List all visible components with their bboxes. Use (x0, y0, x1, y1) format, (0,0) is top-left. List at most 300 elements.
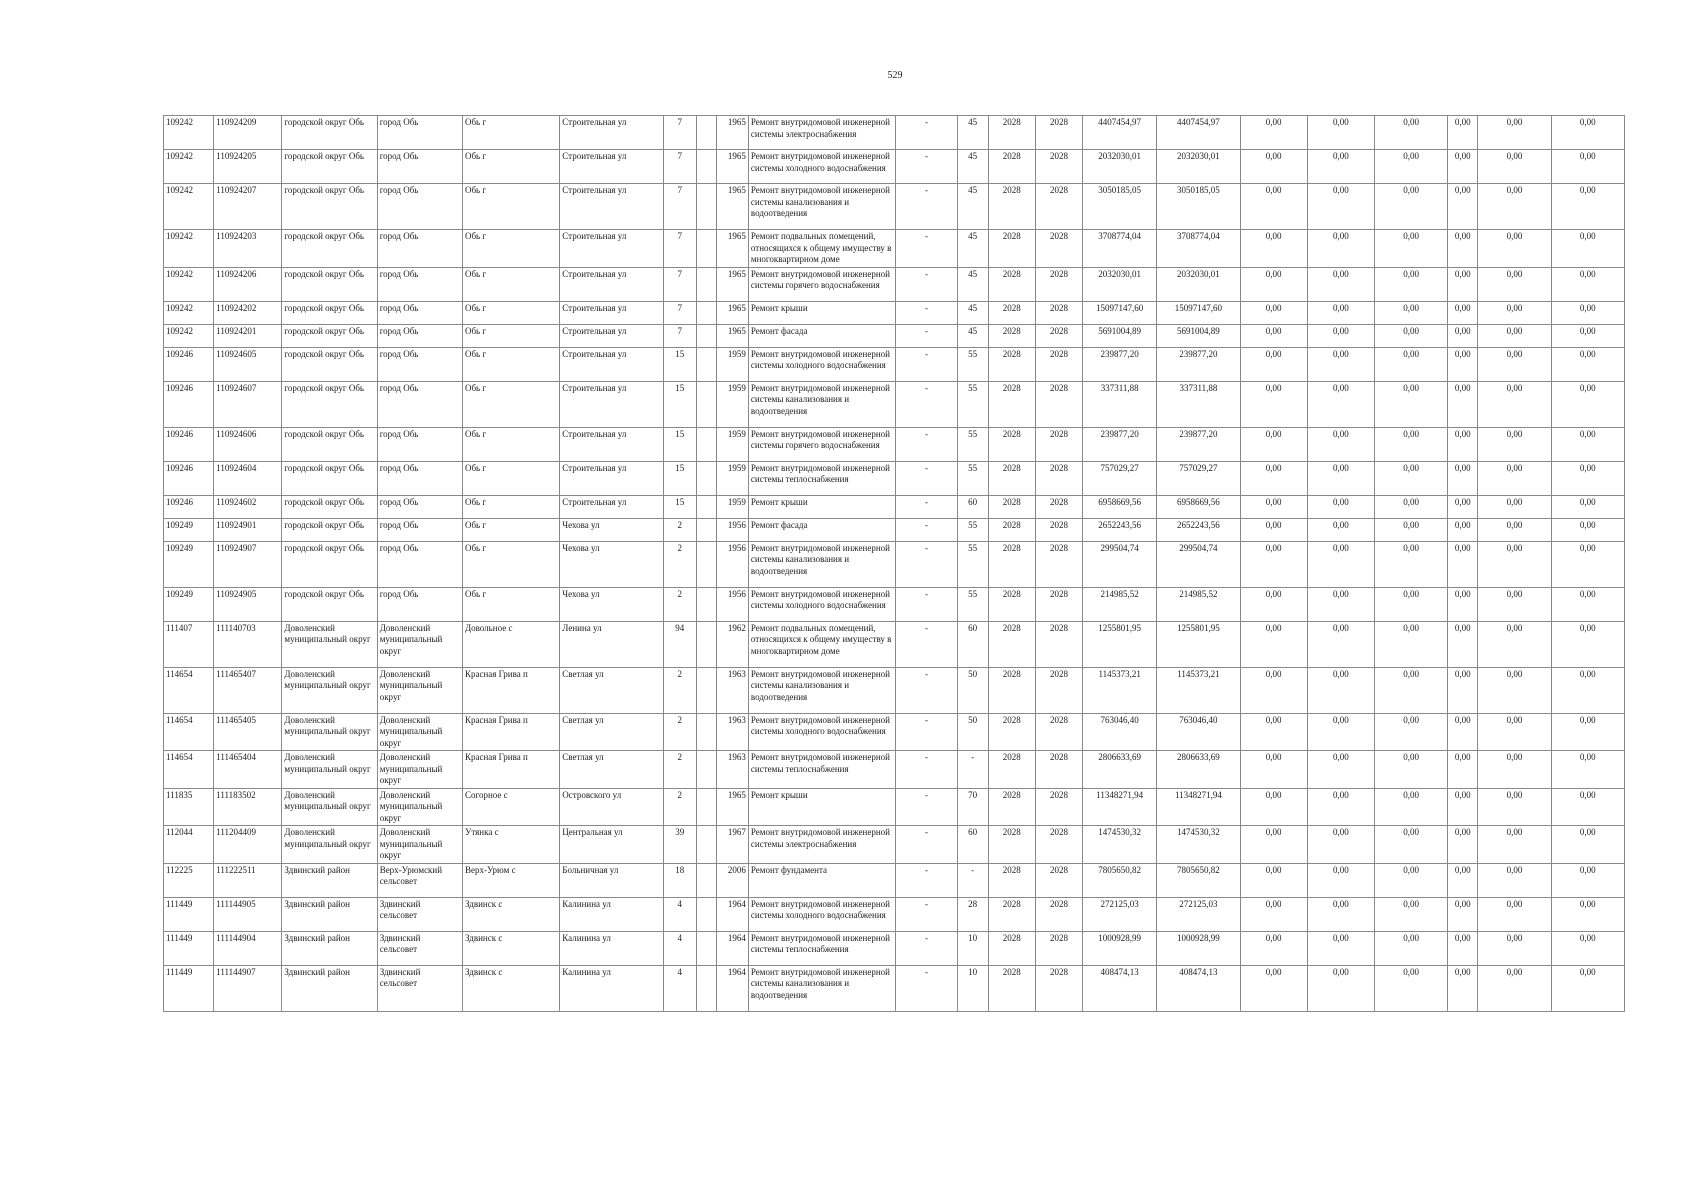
cost-col-19-cell: 0,00 (1375, 230, 1448, 268)
dash-value-cell: - (896, 541, 957, 587)
planned-end-year-cell: 2028 (1035, 826, 1082, 864)
wear-percent-cell: 50 (957, 713, 988, 751)
building-cell (696, 587, 716, 621)
program-id-cell: 110924201 (214, 324, 282, 347)
wear-percent-cell: 45 (957, 301, 988, 324)
dash-value-cell: - (896, 381, 957, 427)
wear-percent-cell: 55 (957, 461, 988, 495)
house-id-cell: 114654 (164, 713, 214, 751)
building-cell (696, 965, 716, 1011)
dash-value-cell: - (896, 230, 957, 268)
municipality-cell: Доволенский муниципальный округ (377, 826, 462, 864)
street-cell: Строительная ул (560, 184, 663, 230)
planned-start-year-cell: 2028 (988, 621, 1035, 667)
cost-col-22-cell: 0,00 (1551, 461, 1624, 495)
work-type-cell: Ремонт внутридомовой инженерной системы канализования и водоотведения (748, 541, 896, 587)
cost-col-18-cell: 0,00 (1307, 230, 1374, 268)
cost-col-21-cell: 0,00 (1478, 461, 1551, 495)
table-row (164, 116, 1625, 150)
year-built-cell: 1963 (716, 713, 748, 751)
wear-percent-cell: 60 (957, 826, 988, 864)
house-id-cell: 112044 (164, 826, 214, 864)
settlement-cell: Красная Грива п (462, 713, 559, 751)
house-id-cell: 109246 (164, 347, 214, 381)
planned-start-year-cell: 2028 (988, 461, 1035, 495)
street-cell: Больничная ул (560, 863, 663, 897)
cost-col-20-cell: 0,00 (1448, 713, 1478, 751)
work-type-cell: Ремонт фасада (748, 518, 896, 541)
work-type-cell: Ремонт внутридомовой инженерной системы холодного водоснабжения (748, 897, 896, 931)
building-cell (696, 230, 716, 268)
municipality-cell: город Обь (377, 230, 462, 268)
program-id-cell: 110924605 (214, 347, 282, 381)
planned-start-year-cell: 2028 (988, 116, 1035, 150)
building-cell (696, 518, 716, 541)
municipality-cell: город Обь (377, 381, 462, 427)
work-type-cell: Ремонт крыши (748, 301, 896, 324)
municipality-cell: город Обь (377, 495, 462, 518)
cost-col-21-cell: 0,00 (1478, 931, 1551, 965)
cost-col-21-cell: 0,00 (1478, 541, 1551, 587)
dash-value-cell: - (896, 621, 957, 667)
cost-col-19-cell: 0,00 (1375, 347, 1448, 381)
settlement-cell: Довольное с (462, 621, 559, 667)
building-cell (696, 150, 716, 184)
cost-col-19-cell: 0,00 (1375, 713, 1448, 751)
regional-fund-cost-cell: 239877,20 (1157, 347, 1240, 381)
cost-col-17-cell: 0,00 (1240, 826, 1307, 864)
table-row (164, 347, 1625, 381)
cost-col-18-cell: 0,00 (1307, 518, 1374, 541)
house-number-cell: 2 (663, 751, 696, 789)
building-cell (696, 667, 716, 713)
table-body (164, 116, 1625, 1012)
planned-end-year-cell: 2028 (1035, 461, 1082, 495)
planned-end-year-cell: 2028 (1035, 347, 1082, 381)
street-cell: Калинина ул (560, 965, 663, 1011)
cost-col-19-cell: 0,00 (1375, 150, 1448, 184)
year-built-cell: 1956 (716, 518, 748, 541)
planned-start-year-cell: 2028 (988, 267, 1035, 301)
settlement-cell: Согорное с (462, 788, 559, 826)
total-cost-cell: 272125,03 (1083, 897, 1157, 931)
building-cell (696, 826, 716, 864)
cost-col-22-cell: 0,00 (1551, 495, 1624, 518)
cost-col-22-cell: 0,00 (1551, 427, 1624, 461)
wear-percent-cell: 55 (957, 541, 988, 587)
wear-percent-cell: 45 (957, 116, 988, 150)
work-type-cell: Ремонт внутридомовой инженерной системы холодного водоснабжения (748, 713, 896, 751)
cost-col-18-cell: 0,00 (1307, 150, 1374, 184)
wear-percent-cell: 45 (957, 230, 988, 268)
year-built-cell: 1965 (716, 184, 748, 230)
cost-col-18-cell: 0,00 (1307, 541, 1374, 587)
settlement-cell: Красная Грива п (462, 751, 559, 789)
regional-fund-cost-cell: 6958669,56 (1157, 495, 1240, 518)
house-id-cell: 111449 (164, 965, 214, 1011)
cost-col-22-cell: 0,00 (1551, 518, 1624, 541)
total-cost-cell: 4407454,97 (1083, 116, 1157, 150)
total-cost-cell: 337311,88 (1083, 381, 1157, 427)
municipality-cell: Здвинский сельсовет (377, 897, 462, 931)
table-row (164, 427, 1625, 461)
settlement-cell: Обь г (462, 381, 559, 427)
planned-end-year-cell: 2028 (1035, 713, 1082, 751)
municipality-cell: город Обь (377, 150, 462, 184)
dash-value-cell: - (896, 150, 957, 184)
year-built-cell: 1964 (716, 931, 748, 965)
planned-start-year-cell: 2028 (988, 931, 1035, 965)
total-cost-cell: 408474,13 (1083, 965, 1157, 1011)
program-id-cell: 110924901 (214, 518, 282, 541)
street-cell: Светлая ул (560, 667, 663, 713)
page-number: 529 (887, 70, 903, 81)
table-row (164, 541, 1625, 587)
total-cost-cell: 3050185,05 (1083, 184, 1157, 230)
house-number-cell: 15 (663, 347, 696, 381)
cost-col-18-cell: 0,00 (1307, 324, 1374, 347)
planned-end-year-cell: 2028 (1035, 230, 1082, 268)
house-number-cell: 2 (663, 518, 696, 541)
regional-fund-cost-cell: 11348271,94 (1157, 788, 1240, 826)
house-number-cell: 2 (663, 667, 696, 713)
dash-value-cell: - (896, 324, 957, 347)
planned-end-year-cell: 2028 (1035, 495, 1082, 518)
work-type-cell: Ремонт внутридомовой инженерной системы горячего водоснабжения (748, 427, 896, 461)
total-cost-cell: 763046,40 (1083, 713, 1157, 751)
building-cell (696, 863, 716, 897)
house-number-cell: 94 (663, 621, 696, 667)
cost-col-18-cell: 0,00 (1307, 116, 1374, 150)
cost-col-20-cell: 0,00 (1448, 863, 1478, 897)
planned-end-year-cell: 2028 (1035, 587, 1082, 621)
house-id-cell: 114654 (164, 751, 214, 789)
street-cell: Строительная ул (560, 267, 663, 301)
municipal-district-cell: городской округ Обь (282, 301, 377, 324)
cost-col-20-cell: 0,00 (1448, 116, 1478, 150)
street-cell: Строительная ул (560, 461, 663, 495)
cost-col-22-cell: 0,00 (1551, 347, 1624, 381)
planned-end-year-cell: 2028 (1035, 150, 1082, 184)
settlement-cell: Обь г (462, 116, 559, 150)
total-cost-cell: 5691004,89 (1083, 324, 1157, 347)
cost-col-20-cell: 0,00 (1448, 184, 1478, 230)
work-type-cell: Ремонт крыши (748, 495, 896, 518)
cost-col-20-cell: 0,00 (1448, 495, 1478, 518)
cost-col-22-cell: 0,00 (1551, 230, 1624, 268)
house-id-cell: 109249 (164, 518, 214, 541)
year-built-cell: 2006 (716, 863, 748, 897)
program-id-cell: 110924606 (214, 427, 282, 461)
cost-col-20-cell: 0,00 (1448, 518, 1478, 541)
planned-end-year-cell: 2028 (1035, 116, 1082, 150)
cost-col-19-cell: 0,00 (1375, 863, 1448, 897)
cost-col-20-cell: 0,00 (1448, 751, 1478, 789)
cost-col-17-cell: 0,00 (1240, 897, 1307, 931)
cost-col-21-cell: 0,00 (1478, 621, 1551, 667)
building-cell (696, 495, 716, 518)
cost-col-17-cell: 0,00 (1240, 518, 1307, 541)
program-id-cell: 110924202 (214, 301, 282, 324)
regional-fund-cost-cell: 4407454,97 (1157, 116, 1240, 150)
house-number-cell: 2 (663, 788, 696, 826)
cost-col-22-cell: 0,00 (1551, 897, 1624, 931)
cost-col-19-cell: 0,00 (1375, 184, 1448, 230)
work-type-cell: Ремонт внутридомовой инженерной системы холодного водоснабжения (748, 347, 896, 381)
cost-col-18-cell: 0,00 (1307, 965, 1374, 1011)
program-id-cell: 111140703 (214, 621, 282, 667)
year-built-cell: 1956 (716, 541, 748, 587)
cost-col-22-cell: 0,00 (1551, 116, 1624, 150)
regional-fund-cost-cell: 2032030,01 (1157, 150, 1240, 184)
cost-col-20-cell: 0,00 (1448, 826, 1478, 864)
municipality-cell: Доволенский муниципальный округ (377, 788, 462, 826)
cost-col-17-cell: 0,00 (1240, 965, 1307, 1011)
planned-start-year-cell: 2028 (988, 301, 1035, 324)
program-id-cell: 110924607 (214, 381, 282, 427)
street-cell: Строительная ул (560, 427, 663, 461)
street-cell: Строительная ул (560, 301, 663, 324)
municipal-district-cell: Доволенский муниципальный округ (282, 788, 377, 826)
house-id-cell: 109242 (164, 116, 214, 150)
planned-end-year-cell: 2028 (1035, 931, 1082, 965)
total-cost-cell: 15097147,60 (1083, 301, 1157, 324)
cost-col-18-cell: 0,00 (1307, 347, 1374, 381)
program-id-cell: 111144905 (214, 897, 282, 931)
planned-start-year-cell: 2028 (988, 324, 1035, 347)
planned-end-year-cell: 2028 (1035, 751, 1082, 789)
settlement-cell: Обь г (462, 518, 559, 541)
house-id-cell: 109246 (164, 461, 214, 495)
total-cost-cell: 2032030,01 (1083, 267, 1157, 301)
cost-col-18-cell: 0,00 (1307, 751, 1374, 789)
cost-col-18-cell: 0,00 (1307, 427, 1374, 461)
total-cost-cell: 2652243,56 (1083, 518, 1157, 541)
cost-col-22-cell: 0,00 (1551, 541, 1624, 587)
house-id-cell: 109242 (164, 184, 214, 230)
house-number-cell: 18 (663, 863, 696, 897)
wear-percent-cell: 60 (957, 495, 988, 518)
planned-start-year-cell: 2028 (988, 150, 1035, 184)
cost-col-17-cell: 0,00 (1240, 788, 1307, 826)
table-row (164, 230, 1625, 268)
cost-col-20-cell: 0,00 (1448, 347, 1478, 381)
cost-col-19-cell: 0,00 (1375, 267, 1448, 301)
planned-start-year-cell: 2028 (988, 381, 1035, 427)
settlement-cell: Обь г (462, 324, 559, 347)
dash-value-cell: - (896, 461, 957, 495)
settlement-cell: Обь г (462, 230, 559, 268)
work-type-cell: Ремонт внутридомовой инженерной системы теплоснабжения (748, 751, 896, 789)
street-cell: Строительная ул (560, 495, 663, 518)
work-type-cell: Ремонт внутридомовой инженерной системы канализования и водоотведения (748, 965, 896, 1011)
cost-col-22-cell: 0,00 (1551, 826, 1624, 864)
house-id-cell: 109242 (164, 150, 214, 184)
cost-col-19-cell: 0,00 (1375, 541, 1448, 587)
municipal-district-cell: Доволенский муниципальный округ (282, 621, 377, 667)
cost-col-17-cell: 0,00 (1240, 230, 1307, 268)
planned-end-year-cell: 2028 (1035, 518, 1082, 541)
program-id-cell: 110924907 (214, 541, 282, 587)
cost-col-20-cell: 0,00 (1448, 965, 1478, 1011)
house-id-cell: 109249 (164, 587, 214, 621)
cost-col-21-cell: 0,00 (1478, 301, 1551, 324)
cost-col-18-cell: 0,00 (1307, 788, 1374, 826)
regional-fund-cost-cell: 1255801,95 (1157, 621, 1240, 667)
planned-start-year-cell: 2028 (988, 713, 1035, 751)
wear-percent-cell: 45 (957, 150, 988, 184)
year-built-cell: 1965 (716, 267, 748, 301)
cost-col-19-cell: 0,00 (1375, 427, 1448, 461)
cost-col-19-cell: 0,00 (1375, 826, 1448, 864)
cost-col-17-cell: 0,00 (1240, 427, 1307, 461)
total-cost-cell: 1145373,21 (1083, 667, 1157, 713)
planned-start-year-cell: 2028 (988, 347, 1035, 381)
planned-end-year-cell: 2028 (1035, 541, 1082, 587)
planned-end-year-cell: 2028 (1035, 184, 1082, 230)
cost-col-21-cell: 0,00 (1478, 897, 1551, 931)
house-number-cell: 7 (663, 150, 696, 184)
table-row (164, 381, 1625, 427)
house-number-cell: 7 (663, 267, 696, 301)
municipality-cell: город Обь (377, 301, 462, 324)
cost-col-18-cell: 0,00 (1307, 267, 1374, 301)
municipality-cell: город Обь (377, 267, 462, 301)
wear-percent-cell: - (957, 751, 988, 789)
cost-col-17-cell: 0,00 (1240, 863, 1307, 897)
program-id-cell: 111183502 (214, 788, 282, 826)
year-built-cell: 1956 (716, 587, 748, 621)
house-id-cell: 111449 (164, 931, 214, 965)
cost-col-17-cell: 0,00 (1240, 541, 1307, 587)
house-number-cell: 15 (663, 461, 696, 495)
house-number-cell: 2 (663, 541, 696, 587)
municipality-cell: Здвинский сельсовет (377, 965, 462, 1011)
total-cost-cell: 6958669,56 (1083, 495, 1157, 518)
year-built-cell: 1965 (716, 788, 748, 826)
cost-col-22-cell: 0,00 (1551, 150, 1624, 184)
dash-value-cell: - (896, 713, 957, 751)
settlement-cell: Обь г (462, 301, 559, 324)
cost-col-19-cell: 0,00 (1375, 587, 1448, 621)
cost-col-19-cell: 0,00 (1375, 461, 1448, 495)
building-cell (696, 541, 716, 587)
cost-col-21-cell: 0,00 (1478, 788, 1551, 826)
house-number-cell: 7 (663, 301, 696, 324)
cost-col-18-cell: 0,00 (1307, 931, 1374, 965)
table-row (164, 495, 1625, 518)
cost-col-18-cell: 0,00 (1307, 587, 1374, 621)
dash-value-cell: - (896, 826, 957, 864)
cost-col-18-cell: 0,00 (1307, 495, 1374, 518)
building-cell (696, 897, 716, 931)
total-cost-cell: 1474530,32 (1083, 826, 1157, 864)
cost-col-17-cell: 0,00 (1240, 931, 1307, 965)
cost-col-20-cell: 0,00 (1448, 267, 1478, 301)
cost-col-20-cell: 0,00 (1448, 461, 1478, 495)
table-row (164, 587, 1625, 621)
cost-col-21-cell: 0,00 (1478, 826, 1551, 864)
cost-col-21-cell: 0,00 (1478, 587, 1551, 621)
dash-value-cell: - (896, 931, 957, 965)
program-id-cell: 111144907 (214, 965, 282, 1011)
cost-col-22-cell: 0,00 (1551, 587, 1624, 621)
house-number-cell: 7 (663, 116, 696, 150)
planned-start-year-cell: 2028 (988, 427, 1035, 461)
cost-col-18-cell: 0,00 (1307, 301, 1374, 324)
municipal-district-cell: городской округ Обь (282, 324, 377, 347)
wear-percent-cell: 55 (957, 347, 988, 381)
program-id-cell: 111204409 (214, 826, 282, 864)
dash-value-cell: - (896, 863, 957, 897)
settlement-cell: Обь г (462, 495, 559, 518)
cost-col-18-cell: 0,00 (1307, 381, 1374, 427)
table-row (164, 324, 1625, 347)
total-cost-cell: 2032030,01 (1083, 150, 1157, 184)
work-type-cell: Ремонт крыши (748, 788, 896, 826)
dash-value-cell: - (896, 518, 957, 541)
total-cost-cell: 1000928,99 (1083, 931, 1157, 965)
regional-fund-cost-cell: 1000928,99 (1157, 931, 1240, 965)
municipality-cell: город Обь (377, 324, 462, 347)
municipal-district-cell: Здвинский район (282, 965, 377, 1011)
building-cell (696, 751, 716, 789)
house-id-cell: 109249 (164, 541, 214, 587)
table-row (164, 713, 1625, 751)
cost-col-17-cell: 0,00 (1240, 495, 1307, 518)
total-cost-cell: 2806633,69 (1083, 751, 1157, 789)
planned-start-year-cell: 2028 (988, 965, 1035, 1011)
table-row (164, 863, 1625, 897)
municipal-district-cell: Доволенский муниципальный округ (282, 713, 377, 751)
work-type-cell: Ремонт внутридомовой инженерной системы холодного водоснабжения (748, 150, 896, 184)
planned-end-year-cell: 2028 (1035, 427, 1082, 461)
street-cell: Калинина ул (560, 897, 663, 931)
cost-col-21-cell: 0,00 (1478, 267, 1551, 301)
municipal-district-cell: Здвинский район (282, 931, 377, 965)
program-id-cell: 111465405 (214, 713, 282, 751)
municipality-cell: город Обь (377, 347, 462, 381)
work-type-cell: Ремонт фундамента (748, 863, 896, 897)
municipal-district-cell: городской округ Обь (282, 518, 377, 541)
cost-col-19-cell: 0,00 (1375, 621, 1448, 667)
program-id-cell: 111144904 (214, 931, 282, 965)
cost-col-21-cell: 0,00 (1478, 518, 1551, 541)
municipality-cell: город Обь (377, 184, 462, 230)
cost-col-22-cell: 0,00 (1551, 301, 1624, 324)
cost-col-20-cell: 0,00 (1448, 931, 1478, 965)
cost-col-21-cell: 0,00 (1478, 184, 1551, 230)
house-id-cell: 111835 (164, 788, 214, 826)
cost-col-17-cell: 0,00 (1240, 461, 1307, 495)
building-cell (696, 931, 716, 965)
cost-col-20-cell: 0,00 (1448, 587, 1478, 621)
municipal-district-cell: Доволенский муниципальный округ (282, 667, 377, 713)
planned-start-year-cell: 2028 (988, 863, 1035, 897)
dash-value-cell: - (896, 897, 957, 931)
dash-value-cell: - (896, 965, 957, 1011)
cost-col-17-cell: 0,00 (1240, 621, 1307, 667)
cost-col-19-cell: 0,00 (1375, 788, 1448, 826)
cost-col-19-cell: 0,00 (1375, 931, 1448, 965)
cost-col-22-cell: 0,00 (1551, 751, 1624, 789)
cost-col-22-cell: 0,00 (1551, 713, 1624, 751)
cost-col-22-cell: 0,00 (1551, 667, 1624, 713)
municipal-district-cell: городской округ Обь (282, 461, 377, 495)
municipal-district-cell: городской округ Обь (282, 587, 377, 621)
house-id-cell: 114654 (164, 667, 214, 713)
year-built-cell: 1967 (716, 826, 748, 864)
